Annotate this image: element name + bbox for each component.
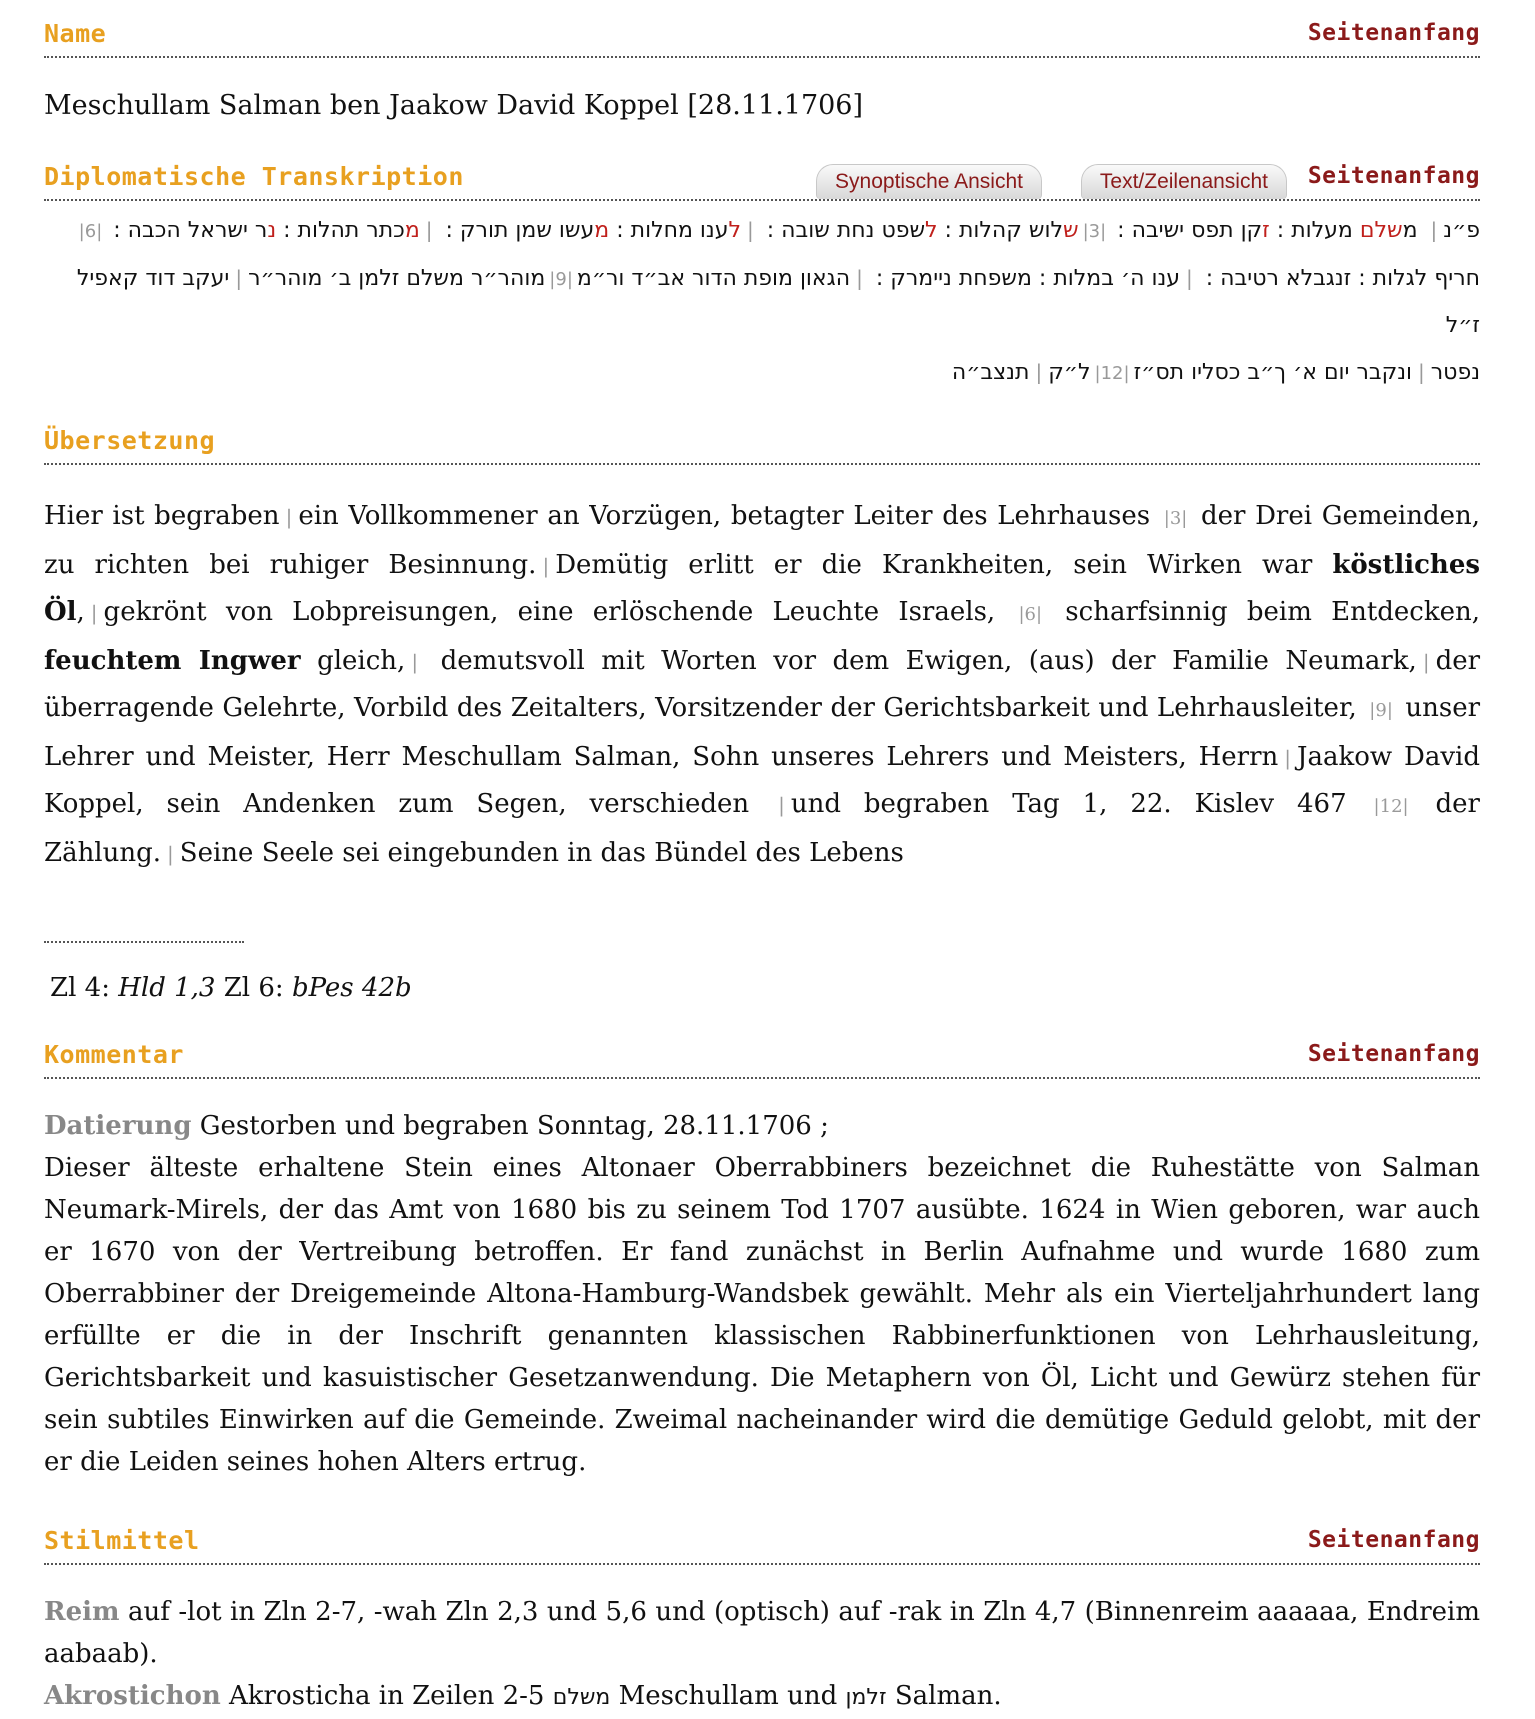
translation-text: Hier ist begraben | ein Vollkommener an Vorzügen, betagter Leiter des Lehrhauses |3| der Drei Gemeinden, zu richten bei ruhiger Besinnung. | Demütig erlitt er die Krankheiten, sein Wirken war köstliches Öl, | gekrönt von Lobpreisungen, eine erlöschende Leuchte Israels, |6| scharfsinnig beim Entdecken, feuchtem Ingwer gleich, | demutsvoll mit Worten vor dem Ewigen, (aus) der Familie Neumark, | der überragende Gelehrte, Vorbild des Zeitalters, Vorsitzender der Gerichtsbarkeit und Lehrhausleiter, |9| unser Lehrer und Meister, Herr Meschullam Salman, Sohn unseres Lehrers und Meisters, Herrn | Jaakow David Koppel, sein Andenken zum Segen, verschieden | und begraben Tag 1, 22. Kislev 467 |12| der Zählung. | Seine Seele sei eingebunden in das Bündel des Lebens — [44, 501, 1481, 868]
top-link-commentary[interactable]: Seitenanfang — [1307, 1041, 1480, 1067]
top-link-transcription[interactable]: Seitenanfang — [1307, 163, 1480, 189]
top-link-style[interactable]: Seitenanfang — [1307, 1527, 1480, 1553]
section-title-name: Name — [44, 19, 107, 48]
section-title-commentary: Kommentar — [44, 1040, 184, 1069]
top-link-name[interactable]: Seitenanfang — [1307, 20, 1480, 46]
section-title-translation: Übersetzung — [44, 426, 216, 455]
transcription-line: חריף לגלות : זנגבלא רטיבה : |ענו ה׳ במלות : משפחת ניימרק : |הגאון מופת הדור אב״ד ור״מ|9|מוהר״ר משלם זלמן ב׳ מוהר״ר|יעקב דוד קאפיל ז״ל — [76, 266, 1480, 338]
style-text: Reim auf -lot in Zln 2-7, -wah Zln 2,3 und 5,6 und (optisch) auf -rak in Zln 4,7 (Binnenreim aaaaaa, Endreim aabaab). Akrostichon Akrosticha in Zeilen 2-5 משלם Meschullam und זלמן Salman. — [44, 1597, 1480, 1711]
transcription-line: נפטר|ונקבר יום א׳ ך״ב כסליו תס״ז|12|ל״ק|תנצב״ה — [951, 360, 1480, 385]
name-content: Meschullam Salman ben Jaakow David Koppel [28.11.1706] — [44, 90, 864, 121]
transcription-line: פ״נ| משלם מעלות : זקן תפס ישיבה : |3|שלוש קהלות : לשפט נחת שובה : |לענו מחלות : מעשו שמן תורק : |מכתר תהלות : נר ישראל הכבה : |6| — [78, 218, 1480, 243]
section-header-name — [44, 0, 1480, 58]
dating-label: Datierung — [44, 1111, 192, 1141]
text-line-view-button[interactable]: Text/Zeilenansicht — [1081, 164, 1287, 199]
rhyme-label: Reim — [44, 1597, 120, 1627]
section-title-style: Stilmittel — [44, 1526, 200, 1555]
commentary-text: Datierung Gestorben und begraben Sonntag, 28.11.1706 ; Dieser älteste erhaltene Stein eines Altonaer Oberrabbiners bezeichnet die Ruhestätte von Salman Neumark-Mirels, der das Amt von 1680 bis zu seinem Tod 1707 ausübte. 1624 in Wien geboren, war auch er 1670 von der Vertreibung betroffen. Er fand zunächst in Berlin Aufnahme und wurde 1680 zum Oberrabbiner der Dreigemeinde Altona-Hamburg-Wandsbek gewählt. Mehr als ein Vierteljahrhundert lang erfüllte er die in der Inschrift genannten klassischen Rabbinerfunktionen von Lehrhausleitung, Gerichtsbarkeit und kasuistischer Gesetzanwendung. Die Metaphern von Öl, Licht und Gewürz stehen für sein subtiles Einwirken auf die Gemeinde. Zweimal nacheinander wird die demütige Geduld gelobt, mit der er die Leiden seines hohen Alters ertrug. — [44, 1111, 1480, 1477]
acrostic-label: Akrostichon — [44, 1681, 221, 1711]
footnote-divider — [44, 941, 244, 943]
hebrew-transcription — [44, 201, 1480, 397]
page — [44, 0, 1480, 1719]
line-references: Zl 4: Hld 1,3 Zl 6: bPes 42b — [50, 973, 412, 1003]
section-header-transcription — [44, 155, 1480, 201]
synoptic-view-button[interactable]: Synoptische Ansicht — [816, 164, 1042, 199]
section-title-transcription: Diplomatische Transkription — [44, 162, 464, 191]
section-header-commentary — [44, 1033, 1480, 1079]
section-header-translation — [44, 419, 1480, 465]
section-header-style — [44, 1519, 1480, 1565]
